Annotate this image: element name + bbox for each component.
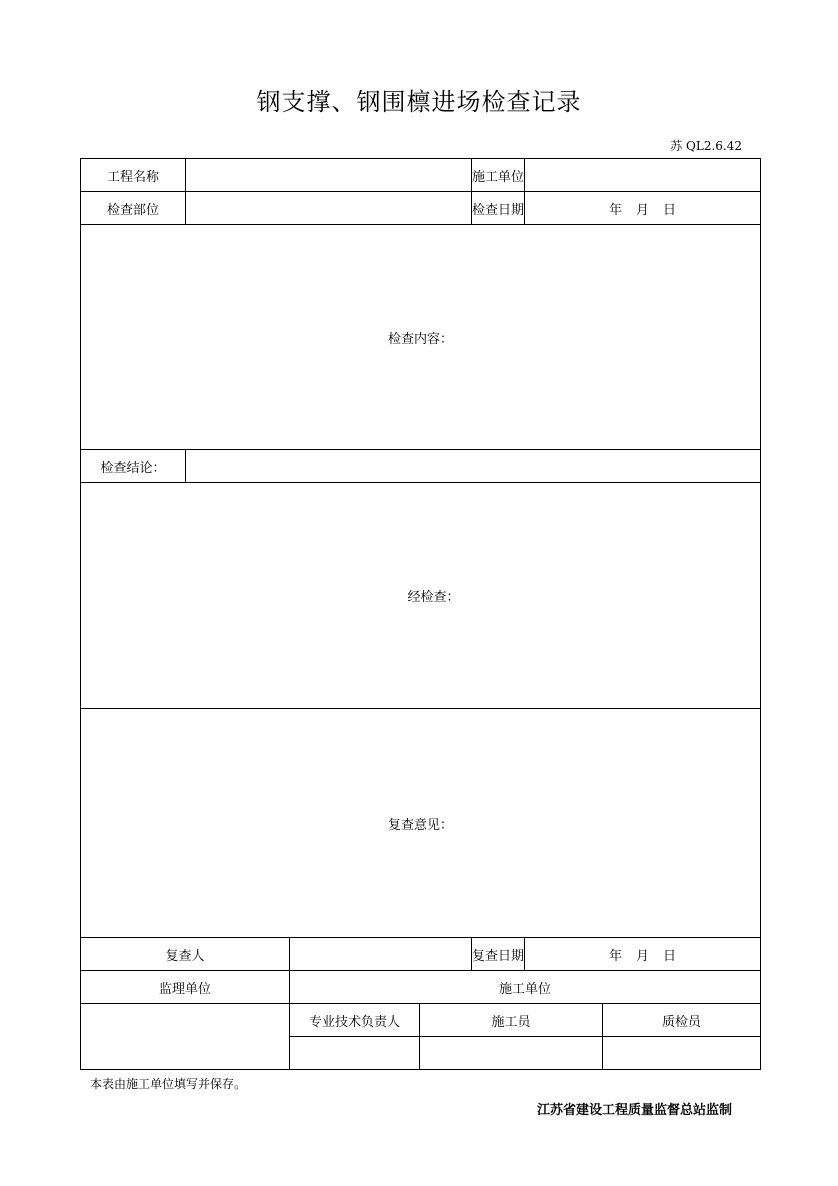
row-after-check: [81, 483, 761, 709]
recheck-date-field[interactable]: [525, 938, 761, 971]
row-project: [81, 159, 761, 192]
constructor-label: 施工员: [420, 1004, 603, 1037]
inspect-date-year: 年: [608, 202, 622, 218]
recheck-date-day: 日: [663, 948, 677, 964]
after-check-area[interactable]: [81, 483, 761, 709]
inspect-date-month: 月: [636, 202, 650, 218]
recheck-opinion-area[interactable]: [81, 709, 761, 938]
inspect-part-field[interactable]: [186, 192, 472, 225]
form-code: 苏 QL2.6.42: [670, 139, 742, 153]
row-inspect-part: [81, 192, 761, 225]
after-check-label: 经检查：: [407, 590, 460, 605]
conclusion-label: 检查结论：: [81, 450, 186, 483]
row-conclusion: [81, 450, 761, 483]
conclusion-field[interactable]: [186, 450, 761, 483]
row-recheck-opinion: [81, 709, 761, 938]
qc-signature-field[interactable]: [603, 1037, 761, 1070]
recheck-date-label: 复查日期: [472, 938, 525, 971]
row-recheck: [81, 938, 761, 971]
supervision-unit-label: 监理单位: [81, 971, 290, 1004]
inspect-date-label: 检查日期: [472, 192, 525, 225]
recheck-date-year: 年: [608, 948, 622, 964]
qc-label: 质检员: [603, 1004, 761, 1037]
recheck-person-field[interactable]: [290, 938, 472, 971]
row-signoff-roles: [81, 1004, 761, 1037]
recheck-opinion-label: 复查意见：: [388, 817, 454, 833]
footer-note: 本表由施工单位填写并保存。: [90, 1077, 247, 1091]
inspection-form: [80, 158, 761, 1070]
supervision-signature-field[interactable]: [81, 1004, 290, 1070]
tech-lead-label: 专业技术负责人: [290, 1004, 420, 1037]
construction-unit-field[interactable]: [525, 159, 761, 192]
row-inspect-content: [81, 225, 761, 450]
construction-unit-label: 施工单位: [472, 159, 525, 192]
inspect-content-area[interactable]: [81, 225, 761, 450]
project-name-field[interactable]: [186, 159, 472, 192]
tech-lead-signature-field[interactable]: [290, 1037, 420, 1070]
page-title: 钢支撑、钢围檩进场检查记录: [256, 88, 582, 116]
inspect-date-field[interactable]: [525, 192, 761, 225]
footer-org: 江苏省建设工程质量监督总站监制: [536, 1103, 732, 1118]
inspect-part-label: 检查部位: [81, 192, 186, 225]
project-name-label: 工程名称: [81, 159, 186, 192]
recheck-date-month: 月: [636, 948, 650, 964]
inspect-date-day: 日: [663, 202, 677, 218]
recheck-person-label: 复查人: [81, 938, 290, 971]
signoff-construction-unit-label: 施工单位: [290, 971, 761, 1004]
inspect-content-label: 检查内容：: [388, 331, 454, 347]
constructor-signature-field[interactable]: [420, 1037, 603, 1070]
row-signoff-units: [81, 971, 761, 1004]
